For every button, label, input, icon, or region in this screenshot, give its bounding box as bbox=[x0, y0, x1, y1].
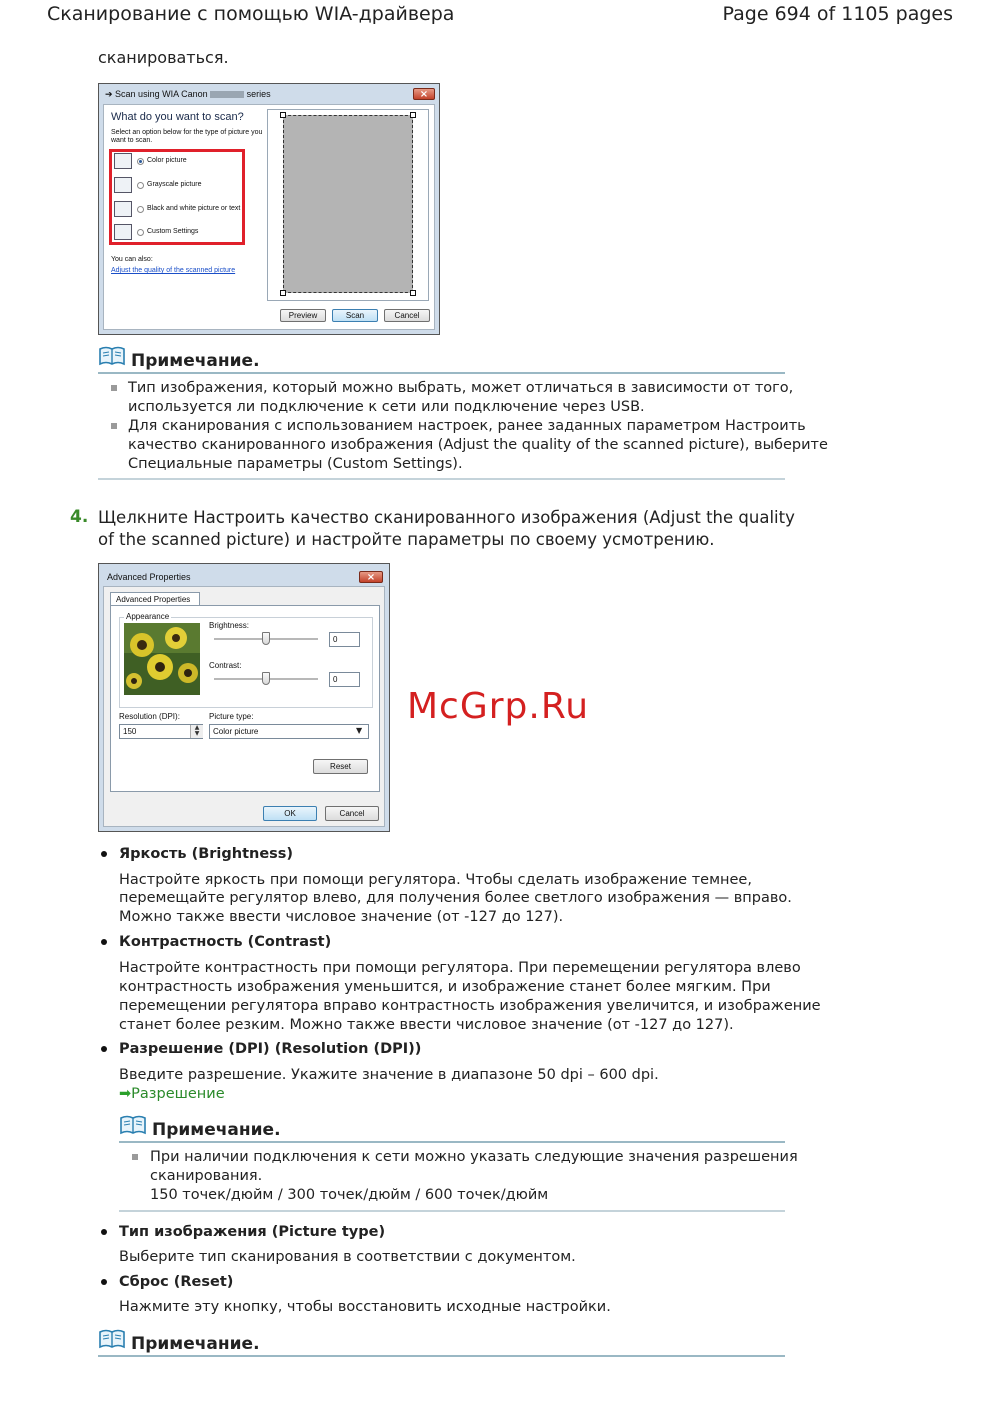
redacted-model-block bbox=[210, 91, 244, 98]
list-bullet bbox=[101, 1279, 107, 1285]
note1-item1-line1: Тип изображения, который можно выбрать, может отличаться в зависимости от того, bbox=[128, 380, 794, 396]
scanner-icon: ➔ bbox=[105, 89, 116, 99]
scan-dialog-heading: What do you want to scan? bbox=[111, 111, 244, 123]
scan-region[interactable] bbox=[283, 115, 413, 293]
scan-dialog-instruction-2: want to scan. bbox=[111, 137, 153, 144]
resolution-link-label[interactable]: Разрешение bbox=[131, 1086, 225, 1102]
adjust-quality-link[interactable]: Adjust the quality of the scanned picture bbox=[111, 267, 236, 274]
option-bw-radio[interactable] bbox=[137, 206, 144, 213]
param-brightness-line1: Настройте яркость при помощи регулятора. Чтобы сделать изображение темнее, bbox=[119, 872, 752, 888]
note-title: Примечание. bbox=[131, 351, 260, 371]
you-can-also-label: You can also: bbox=[111, 256, 153, 263]
param-title-reset: Сброс (Reset) bbox=[119, 1274, 234, 1290]
scan-dialog-body bbox=[103, 104, 435, 330]
note1-item2-line2: качество сканированного изображения (Adjust the quality of the scanned picture), выберите bbox=[128, 437, 828, 453]
brightness-input[interactable]: 0 bbox=[329, 632, 360, 647]
scan-dialog-title bbox=[105, 89, 271, 100]
color-picture-icon bbox=[114, 153, 132, 169]
resolution-input[interactable]: 150 bbox=[119, 724, 203, 739]
option-grayscale-radio[interactable] bbox=[137, 182, 144, 189]
cancel-button[interactable]: Cancel bbox=[325, 806, 379, 821]
note-rule-top bbox=[98, 372, 785, 374]
adv-dialog-title: Advanced Properties bbox=[107, 572, 191, 582]
list-bullet bbox=[101, 939, 107, 945]
page-header-title: Сканирование с помощью WIA-драйвера bbox=[47, 3, 455, 25]
resolution-link[interactable] bbox=[119, 1085, 225, 1104]
book-icon bbox=[120, 1115, 146, 1135]
appearance-group-label: Appearance bbox=[126, 612, 170, 621]
param-title-contrast: Контрастность (Contrast) bbox=[119, 934, 332, 950]
brightness-label: Brightness: bbox=[209, 621, 250, 630]
param-picture-type-line1: Выберите тип сканирования в соответствии с документом. bbox=[119, 1249, 576, 1265]
param-title-resolution: Разрешение (DPI) (Resolution (DPI)) bbox=[119, 1041, 422, 1057]
param-title-brightness: Яркость (Brightness) bbox=[119, 846, 294, 862]
param-contrast-line2: контрастность изображения уменьшится, и изображение станет более мягким. При bbox=[119, 979, 771, 995]
close-icon[interactable]: × bbox=[359, 571, 383, 583]
crop-handle[interactable] bbox=[410, 290, 416, 296]
scan-dialog-title-prefix: Scan using WIA Canon bbox=[115, 89, 208, 99]
scan-button[interactable]: Scan bbox=[332, 309, 378, 322]
close-icon[interactable]: × bbox=[413, 88, 435, 100]
note-rule-top bbox=[119, 1141, 785, 1143]
sample-photo-image bbox=[124, 623, 200, 695]
note1-item2-line1: Для сканирования с использованием настроек, ранее заданных параметром Настроить bbox=[128, 418, 806, 434]
contrast-input[interactable]: 0 bbox=[329, 672, 360, 687]
note-rule-bottom bbox=[119, 1210, 785, 1212]
preview-button[interactable]: Preview bbox=[280, 309, 326, 322]
note-title: Примечание. bbox=[152, 1120, 281, 1140]
note-bullet bbox=[132, 1154, 138, 1160]
adv-dialog-body bbox=[103, 586, 385, 827]
contrast-slider-thumb[interactable] bbox=[262, 672, 270, 685]
param-contrast-line3: перемещении регулятора вправо контрастность изображения увеличится, и изображение bbox=[119, 998, 821, 1014]
option-custom-radio[interactable] bbox=[137, 229, 144, 236]
note2-line2: сканирования. bbox=[150, 1168, 263, 1184]
note-bullet bbox=[111, 423, 117, 429]
list-bullet bbox=[101, 1046, 107, 1052]
option-grayscale-label[interactable]: Grayscale picture bbox=[147, 181, 202, 188]
step-number: 4. bbox=[70, 507, 89, 527]
chevron-down-icon[interactable]: ▼ bbox=[356, 726, 363, 735]
watermark: McGrp.Ru bbox=[407, 686, 590, 727]
option-color-label[interactable]: Color picture bbox=[147, 157, 187, 164]
grayscale-picture-icon bbox=[114, 177, 132, 193]
arrow-right-icon: ➡ bbox=[119, 1086, 132, 1102]
page-header-pagination: Page 694 of 1105 pages bbox=[722, 3, 953, 25]
advanced-properties-dialog bbox=[98, 563, 390, 832]
tab-advanced-properties[interactable] bbox=[110, 592, 200, 606]
step4-line2: of the scanned picture) и настройте параметры по своему усмотрению. bbox=[98, 530, 715, 549]
crop-handle[interactable] bbox=[280, 290, 286, 296]
option-bw-label[interactable]: Black and white picture or text bbox=[147, 205, 241, 212]
resolution-label: Resolution (DPI): bbox=[119, 712, 180, 721]
crop-handle[interactable] bbox=[280, 112, 286, 118]
picture-type-select[interactable]: Color picture bbox=[209, 724, 369, 739]
option-custom-label[interactable]: Custom Settings bbox=[147, 228, 199, 235]
scan-dialog-instruction-1: Select an option below for the type of picture you bbox=[111, 129, 263, 136]
note-bullet bbox=[111, 385, 117, 391]
param-contrast-line4: станет более резким. Можно также ввести числовое значение (от -127 до 127). bbox=[119, 1017, 734, 1033]
note-rule-top bbox=[98, 1355, 785, 1357]
option-color-radio[interactable] bbox=[137, 158, 144, 165]
note-rule-bottom bbox=[98, 478, 785, 480]
tab-panel bbox=[110, 605, 380, 792]
reset-button[interactable]: Reset bbox=[313, 759, 368, 774]
custom-settings-icon bbox=[114, 224, 132, 240]
black-white-icon bbox=[114, 201, 132, 217]
scan-dialog-screenshot bbox=[98, 83, 440, 335]
contrast-label: Contrast: bbox=[209, 661, 242, 670]
ok-button[interactable]: OK bbox=[263, 806, 317, 821]
cancel-button[interactable]: Cancel bbox=[384, 309, 430, 322]
param-brightness-line2: перемещайте регулятор влево, для получения более светлого изображения — вправо. bbox=[119, 890, 792, 906]
note-title: Примечание. bbox=[131, 1334, 260, 1354]
param-brightness-line3: Можно также ввести числовое значение (от -127 до 127). bbox=[119, 909, 564, 925]
note2-line1: При наличии подключения к сети можно указать следующие значения разрешения bbox=[150, 1149, 798, 1165]
note2-line3: 150 точек/дюйм / 300 точек/дюйм / 600 точек/дюйм bbox=[150, 1187, 549, 1203]
crop-handle[interactable] bbox=[410, 112, 416, 118]
list-bullet bbox=[101, 1229, 107, 1235]
brightness-slider-thumb[interactable] bbox=[262, 632, 270, 645]
scan-dialog-title-suffix: series bbox=[246, 89, 271, 99]
note1-item1-line2: используется ли подключение к сети или подключение через USB. bbox=[128, 399, 645, 415]
param-contrast-line1: Настройте контрастность при помощи регулятора. При перемещении регулятора влево bbox=[119, 960, 801, 976]
tab-advanced-properties-label[interactable]: Advanced Properties bbox=[116, 595, 191, 604]
note1-item2-line3: Специальные параметры (Custom Settings). bbox=[128, 456, 463, 472]
intro-text-tail: сканироваться. bbox=[98, 48, 229, 67]
picture-type-label: Picture type: bbox=[209, 712, 254, 721]
resolution-spinner[interactable]: ▲ ▼ bbox=[190, 725, 203, 738]
book-icon bbox=[99, 1329, 125, 1349]
book-icon bbox=[99, 346, 125, 366]
param-reset-line1: Нажмите эту кнопку, чтобы восстановить исходные настройки. bbox=[119, 1299, 611, 1315]
param-resolution-line1: Введите разрешение. Укажите значение в диапазоне 50 dpi – 600 dpi. bbox=[119, 1067, 659, 1083]
param-title-picture-type: Тип изображения (Picture type) bbox=[119, 1224, 386, 1240]
list-bullet bbox=[101, 851, 107, 857]
step4-line1: Щелкните Настроить качество сканированного изображения (Adjust the quality bbox=[98, 508, 795, 527]
